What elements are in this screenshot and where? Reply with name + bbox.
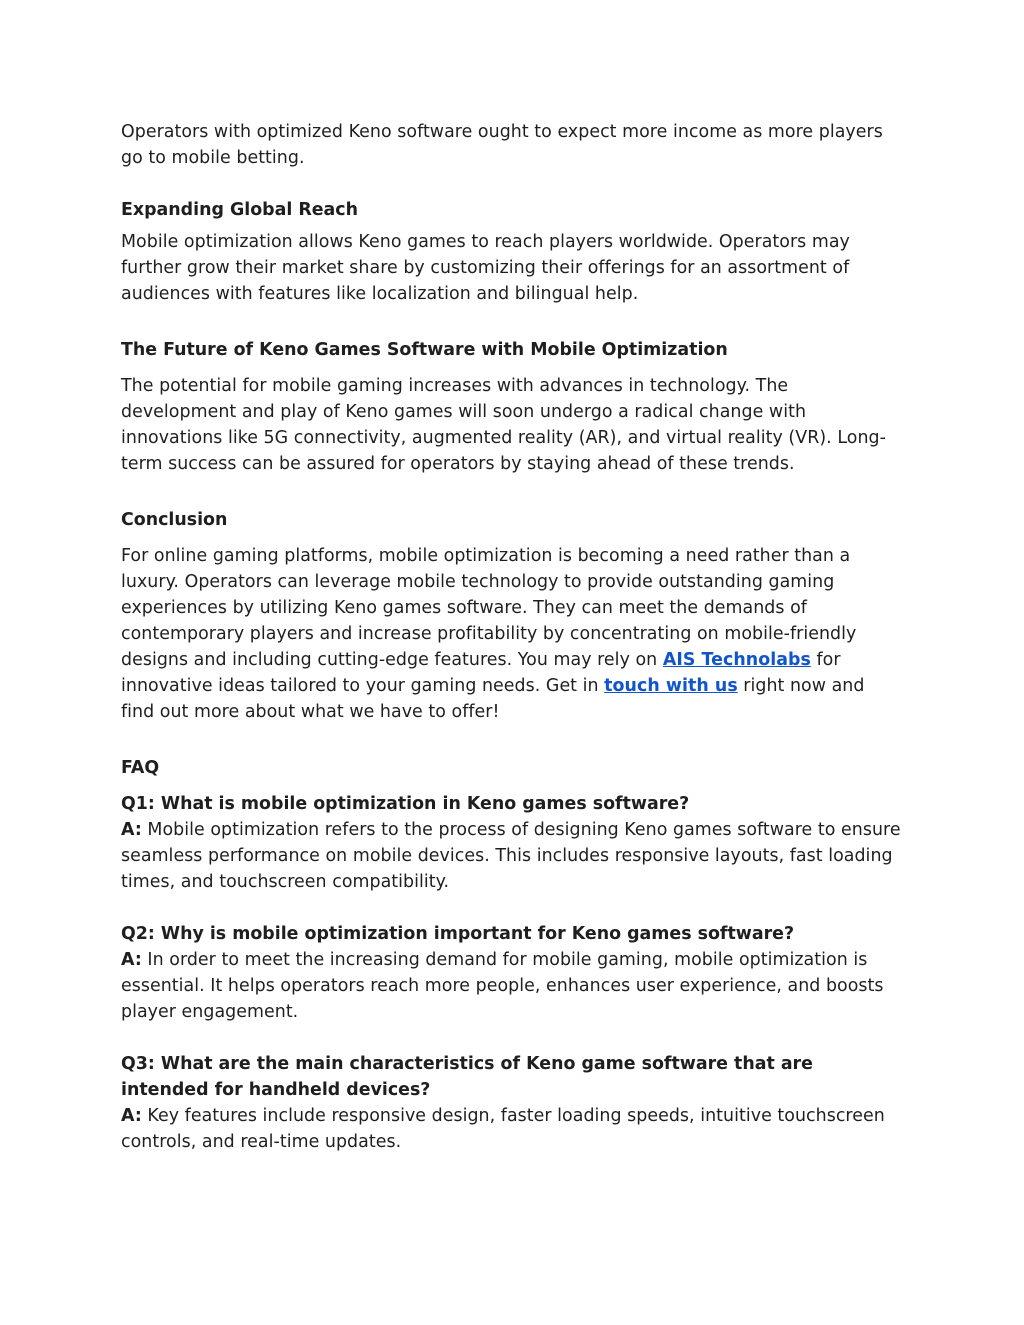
faq-answer-text-2: In order to meet the increasing demand for mobile gaming, mobile optimization is essential. It helps operators reach more people, enhances user experience, and boosts player engagement. [121, 950, 884, 1022]
faq-item-2 [121, 921, 901, 1025]
conclusion-heading: Conclusion [121, 510, 228, 530]
conclusion-text-1: For online gaming platforms, mobile optimization is becoming a need rather than a luxury. Operators can leverage mobile technology to provide outstanding gaming experiences by utilizing Keno games software. They can meet the demands of contemporary players and increase profitability by concentrating on mobile-friendly designs and including cutting-edge features. You may rely on [121, 546, 857, 670]
faq-answer-text-1: Mobile optimization refers to the process of designing Keno games software to ensure seamless performance on mobile devices. This includes responsive layouts, fast loading times, and touchscreen compatibility. [121, 820, 901, 892]
faq-answer-2 [121, 947, 901, 1025]
conclusion-text-3: right now and find out more about what we have to offer! [121, 676, 865, 722]
conclusion-text-2: for innovative ideas tailored to your gaming needs. Get in [121, 650, 841, 696]
faq-answer-1 [121, 817, 901, 895]
faq-question-3: Q3: What are the main characteristics of Keno game software that are intended for handheld devices? [121, 1054, 813, 1100]
future-heading: The Future of Keno Games Software with Mobile Optimization [121, 340, 728, 360]
ais-technolabs-link[interactable]: AIS Technolabs [662, 650, 811, 670]
answer-label: A: [121, 820, 142, 840]
future-paragraph: The potential for mobile gaming increases with advances in technology. The development and play of Keno games will soon undergo a radical change with innovations like 5G connectivity, augmented reality (AR), and virtual reality (VR). Long-term success can be assured for operators by staying ahead of these trends. [121, 376, 886, 474]
faq-item-1 [121, 791, 901, 895]
global-reach-heading: Expanding Global Reach [121, 200, 358, 220]
conclusion-paragraph [121, 543, 901, 725]
answer-label: A: [121, 1106, 142, 1126]
faq-item-3 [121, 1051, 901, 1155]
global-reach-paragraph: Mobile optimization allows Keno games to reach players worldwide. Operators may further grow their market share by customizing their offerings for an assortment of audiences with features like localization and bilingual help. [121, 232, 850, 304]
faq-question-2: Q2: Why is mobile optimization important for Keno games software? [121, 924, 795, 944]
document-page [121, 119, 901, 1155]
faq-question-1: Q1: What is mobile optimization in Keno games software? [121, 794, 690, 814]
faq-answer-text-3: Key features include responsive design, faster loading speeds, intuitive touchscreen controls, and real-time updates. [121, 1106, 885, 1152]
faq-answer-3 [121, 1103, 901, 1155]
answer-label: A: [121, 950, 142, 970]
intro-paragraph: Operators with optimized Keno software ought to expect more income as more players go to mobile betting. [121, 122, 883, 168]
touch-with-us-link[interactable]: touch with us [604, 676, 738, 696]
faq-heading: FAQ [121, 758, 160, 778]
